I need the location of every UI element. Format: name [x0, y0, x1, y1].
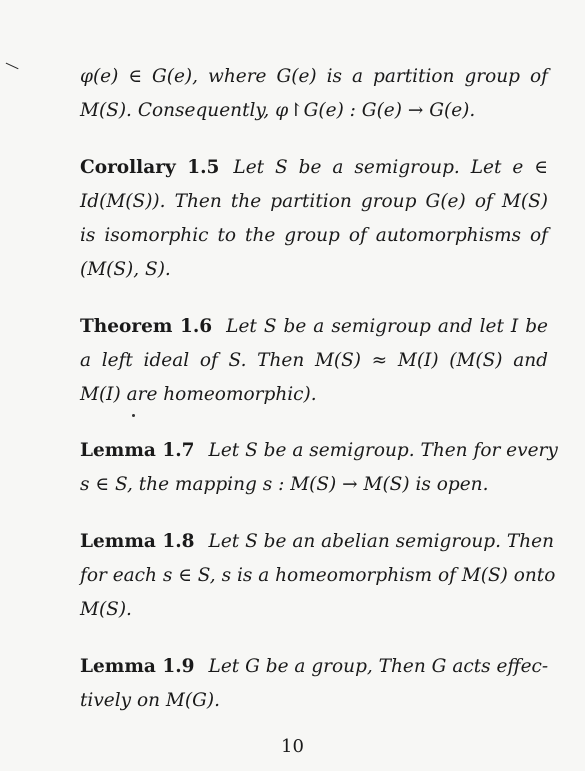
intro-paragraph: [80, 60, 548, 128]
lemma-1-9: [80, 650, 548, 718]
page-number: 10: [281, 736, 304, 757]
text-line: for each s ∈ S, s is a homeomorphism of M(S) onto: [80, 565, 556, 586]
text-line: Let G be a group, Then G acts effec-: [208, 656, 549, 677]
lemma-heading: Lemma 1.8: [80, 531, 195, 552]
stray-dot: [132, 414, 135, 417]
text-line: tively on M(G).: [80, 690, 220, 711]
corollary-1-5: [80, 151, 548, 287]
text-line: is isomorphic to the group of automorphisms of: [80, 225, 548, 246]
text-line: φ(e) ∈ G(e), where G(e) is a partition group of: [80, 66, 548, 87]
text-line: M(I) are homeomorphic).: [80, 384, 317, 405]
text-line: Let S be a semigroup. Then for every: [208, 440, 558, 461]
lemma-1-8: [80, 525, 556, 627]
theorem-heading: Theorem 1.6: [80, 316, 213, 337]
text-line: Let S be a semigroup and let I be: [226, 316, 549, 337]
lemma-heading: Lemma 1.7: [80, 440, 195, 461]
stray-pen-mark: —: [1, 53, 24, 77]
text-line: Let S be an abelian semigroup. Then: [208, 531, 554, 552]
text-line: M(S).: [80, 599, 132, 620]
text-line: s ∈ S, the mapping s : M(S) → M(S) is open.: [80, 474, 489, 495]
text-line: Let S be a semigroup. Let e ∈: [233, 157, 548, 178]
theorem-1-6: [80, 310, 548, 412]
text-line: Id(M(S)). Then the partition group G(e) of M(S): [80, 191, 548, 212]
text-line: M(S). Consequently, φ↾G(e) : G(e) → G(e).: [80, 100, 476, 121]
text-line: (M(S), S).: [80, 259, 171, 280]
corollary-heading: Corollary 1.5: [80, 157, 220, 178]
lemma-heading: Lemma 1.9: [80, 656, 195, 677]
text-line: a left ideal of S. Then M(S) ≈ M(I) (M(S) and: [80, 350, 548, 371]
lemma-1-7: [80, 434, 558, 502]
